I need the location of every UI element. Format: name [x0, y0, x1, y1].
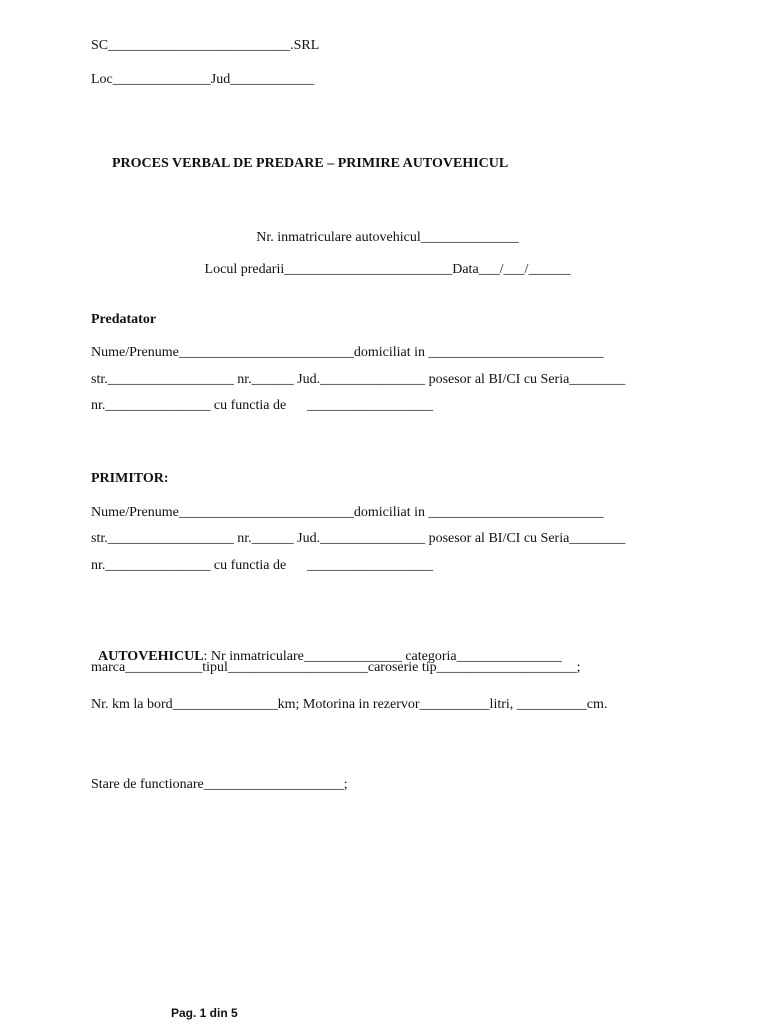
vehicle-registration-text: Nr. inmatriculare autovehicul______________ [256, 230, 519, 245]
primitor-street-line: str.__________________ nr.______ Jud._______________ posesor al BI/CI cu Seria________ [91, 531, 626, 546]
company-line: SC__________________________.SRL [91, 38, 320, 53]
predator-number-line: nr._______________ cu functia de __________________ [91, 398, 434, 413]
predator-heading: Predatator [91, 312, 157, 327]
document-title: PROCES VERBAL DE PREDARE – PRIMIRE AUTOVEHICUL [112, 156, 509, 171]
predator-name-line: Nume/Prenume_________________________domiciliat in _________________________ [91, 345, 604, 360]
stare-functionare-line: Stare de functionare____________________; [91, 777, 348, 792]
autovehicul-line-2: marca___________tipul____________________caroserie tip____________________; [91, 660, 581, 675]
primitor-name-line: Nume/Prenume_________________________domiciliat in _________________________ [91, 505, 604, 520]
predator-street-line: str.__________________ nr.______ Jud._______________ posesor al BI/CI cu Seria________ [91, 372, 626, 387]
vehicle-registration-line [0, 211, 768, 247]
autovehicul-line-3: Nr. km la bord_______________km; Motorina in rezervor__________litri, __________cm. [91, 697, 608, 712]
handover-place-text: Locul predarii________________________Data___/___/______ [204, 262, 571, 277]
location-line: Loc______________Jud____________ [91, 72, 315, 87]
autovehicul-heading: AUTOVEHICUL [98, 649, 204, 664]
handover-place-line [0, 243, 768, 279]
primitor-heading: PRIMITOR: [91, 471, 169, 486]
page-number-footer: Pag. 1 din 5 [171, 1006, 238, 1020]
primitor-number-line: nr._______________ cu functia de __________________ [91, 558, 434, 573]
autovehicul-line-1-rest: : Nr inmatriculare______________ categoria_______________ [203, 649, 562, 664]
